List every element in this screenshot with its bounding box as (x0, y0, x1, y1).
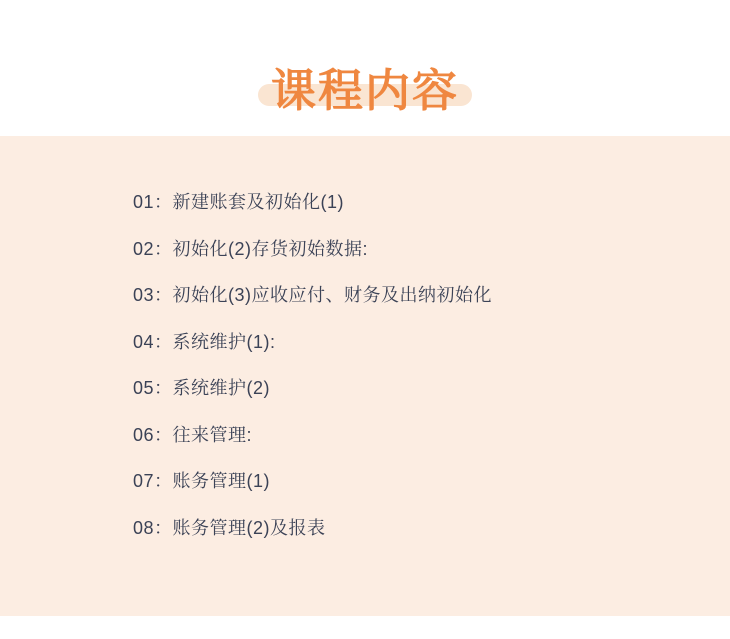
list-item: 06：往来管理: (133, 424, 253, 445)
page-title-wrap (270, 65, 460, 116)
list-item: 03：初始化(3)应收应付、财务及出纳初始化 (133, 285, 493, 306)
list-item: 07：账务管理(1) (133, 471, 271, 492)
list-item: 08：账务管理(2)及报表 (133, 517, 326, 538)
list-item: 05：系统维护(2) (133, 378, 271, 399)
list-item: 02：初始化(2)存货初始数据: (133, 238, 369, 259)
list-item: 01：新建账套及初始化(1) (133, 192, 345, 213)
course-list (133, 178, 710, 550)
list-item: 04：系统维护(1): (133, 331, 276, 352)
content-panel (0, 136, 730, 616)
page-title: 课程内容 (270, 65, 460, 116)
header (0, 0, 730, 136)
